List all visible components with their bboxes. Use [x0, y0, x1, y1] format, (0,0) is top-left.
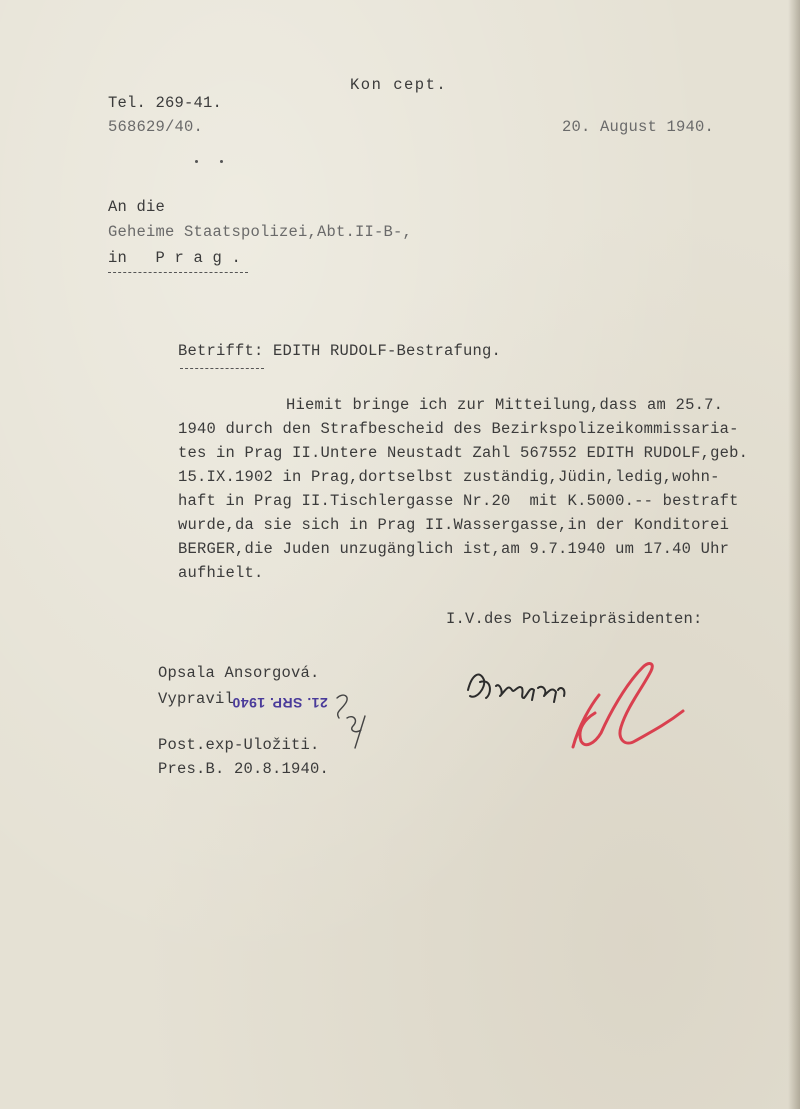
document-date: 20. August 1940. [562, 118, 715, 136]
body-line: tes in Prag II.Untere Neustadt Zahl 567552 EDITH RUDOLF,geb. [178, 444, 749, 462]
body-line: 15.IX.1902 in Prag,dortselbst zuständig,Jüdin,ledig,wohn- [178, 468, 720, 486]
recipient-city: in P r a g . [108, 249, 242, 267]
typewriter-mark [220, 160, 223, 163]
signature-caption: I.V.des Polizeipräsidenten: [446, 610, 703, 628]
document-title: Kon cept. [350, 76, 448, 94]
body-line: wurde,da sie sich in Prag II.Wassergasse,in der Konditorei [178, 516, 730, 534]
footer-presented: Pres.B. 20.8.1940. [158, 760, 330, 778]
typewriter-mark [195, 160, 198, 163]
pencil-initials [325, 690, 375, 750]
footer-author: Opsala Ansorgová. [158, 664, 320, 682]
telephone-number: Tel. 269-41. [108, 94, 223, 112]
body-line: BERGER,die Juden unzugänglich ist,am 9.7.1940 um 17.40 Uhr [178, 540, 730, 558]
subject-line: Betrifft: EDITH RUDOLF-Bestrafung. [178, 342, 502, 360]
body-line: Hiemit bringe ich zur Mitteilung,dass am 25.7. [286, 396, 724, 414]
recipient-name: Geheime Staatspolizei,Abt.II-B-, [108, 223, 413, 241]
paper-edge-shadow [788, 0, 800, 1109]
footer-dispatched: Vypravil. [158, 690, 244, 708]
ink-signature [462, 660, 572, 720]
recipient-underline [108, 272, 248, 273]
red-pencil-signature [565, 655, 695, 755]
recipient-salutation: An die [108, 198, 166, 216]
body-line: aufhielt. [178, 564, 264, 582]
body-line: 1940 durch den Strafbescheid des Bezirkspolizeikommissaria- [178, 420, 739, 438]
subject-underline [180, 368, 264, 369]
body-line: haft in Prag II.Tischlergasse Nr.20 mit K.5000.-- bestraft [178, 492, 739, 510]
footer-filing: Post.exp-Uložiti. [158, 736, 320, 754]
date-stamp: 21. SRP. 1940 [232, 695, 328, 711]
reference-number: 568629/40. [108, 118, 204, 136]
